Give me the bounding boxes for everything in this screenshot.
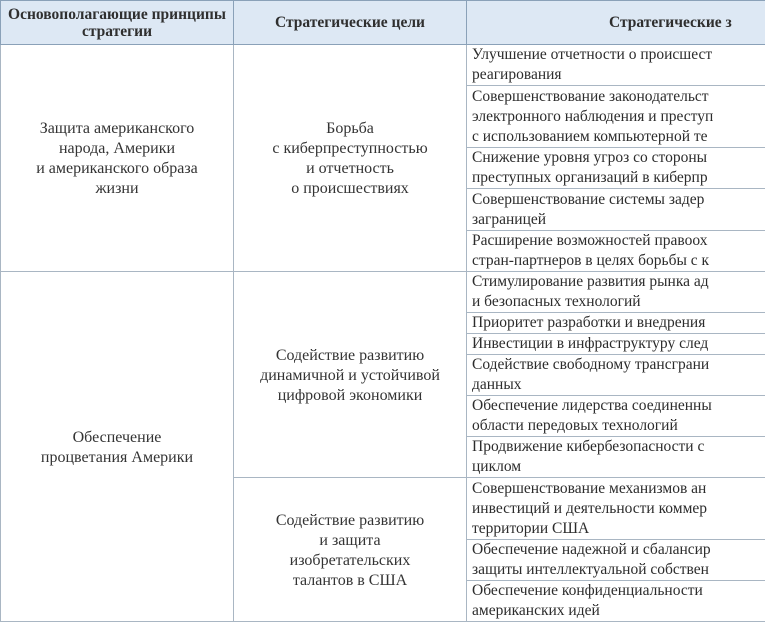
task-cell — [467, 313, 765, 334]
goal-line: изобретательских — [289, 551, 411, 569]
principle-line: жизни — [95, 180, 139, 197]
header-goals: Стратегические цели — [234, 1, 467, 45]
task-cell — [467, 437, 765, 478]
goal-cell — [234, 478, 467, 622]
task-line: циклом — [472, 458, 522, 475]
principle-cell — [1, 45, 234, 272]
table-header-row — [1, 1, 765, 45]
task-cell — [467, 231, 765, 272]
task-line: стран-партнеров в целях борьбы с к — [472, 252, 710, 269]
task-cell — [467, 334, 765, 355]
task-line: Снижение уровня угроз со стороны — [472, 149, 708, 166]
task-line: Стимулирование развития рынка ад — [472, 273, 709, 290]
principle-line: процветания Америки — [40, 448, 194, 466]
header-principles: Основополагающие принципы стратегии — [1, 1, 234, 45]
task-line: инвестиций и деятельности коммер — [472, 499, 708, 517]
task-cell — [467, 396, 765, 437]
task-line: территории США — [472, 519, 590, 537]
task-line: Расширение возможностей правоох — [472, 232, 708, 249]
task-cell — [467, 581, 765, 622]
goal-line: талантов в США — [292, 571, 408, 589]
principle-line: и американского образа — [36, 160, 198, 177]
task-line: преступных организаций в киберпр — [472, 169, 708, 186]
task-line: Продвижение кибербезопасности с — [472, 438, 705, 455]
task-line: Совершенствование механизмов ан — [472, 479, 707, 497]
goal-line: Содействие развитию — [275, 346, 425, 364]
goal-line: и защита — [319, 531, 381, 549]
task-cell — [467, 45, 765, 86]
table-row — [1, 45, 765, 86]
task-line: заграницей — [472, 210, 547, 228]
task-cell — [467, 540, 765, 581]
task-line: области передовых технологий — [472, 417, 678, 434]
task-cell — [467, 148, 765, 189]
principle-line: Обеспечение — [72, 428, 162, 446]
principle-cell — [1, 272, 234, 622]
task-line: Приоритет разработки и внедрения — [472, 314, 706, 331]
goal-line: и отчетность — [306, 160, 394, 177]
task-cell — [467, 478, 765, 540]
task-line: Обеспечение лидерства соединенны — [472, 397, 712, 414]
task-line: Совершенствование системы задер — [472, 190, 705, 208]
task-cell — [467, 86, 765, 148]
task-cell — [467, 355, 765, 396]
task-line: защиты интеллектуальной собствен — [472, 561, 709, 578]
header-tasks: Стратегические з — [467, 1, 765, 45]
goal-line: цифровой экономики — [277, 386, 423, 404]
task-line: Обеспечение конфиденциальности — [472, 582, 703, 599]
table-row — [1, 272, 765, 313]
task-line: Содействие свободному трансграни — [472, 356, 710, 373]
task-line: и безопасных технологий — [472, 293, 641, 310]
task-cell — [467, 272, 765, 313]
task-line: Улучшение отчетности о происшест — [472, 46, 713, 63]
goal-line: Содействие развитию — [275, 511, 425, 529]
task-line: Обеспечение надежной и сбалансир — [472, 541, 711, 558]
goal-line: с киберпреступностью — [272, 140, 428, 157]
goal-cell — [234, 272, 467, 478]
task-line: электронного наблюдения и преступ — [472, 107, 714, 125]
task-cell — [467, 189, 765, 231]
task-line: реагирования — [472, 66, 562, 83]
goal-line: о происшествиях — [291, 180, 409, 197]
principle-line: народа, Америки — [58, 140, 176, 157]
principle-line: Защита американского — [39, 120, 195, 137]
goal-line: Борьба — [326, 120, 374, 137]
task-line: американских идей — [472, 602, 600, 619]
task-line: Совершенствование законодательст — [472, 87, 709, 105]
task-line: с использованием компьютерной те — [472, 127, 708, 145]
task-line: Инвестиции в инфраструктуру след — [472, 335, 709, 352]
task-line: данных — [472, 376, 522, 393]
goal-cell — [234, 45, 467, 272]
goal-line: динамичной и устойчивой — [260, 366, 440, 384]
